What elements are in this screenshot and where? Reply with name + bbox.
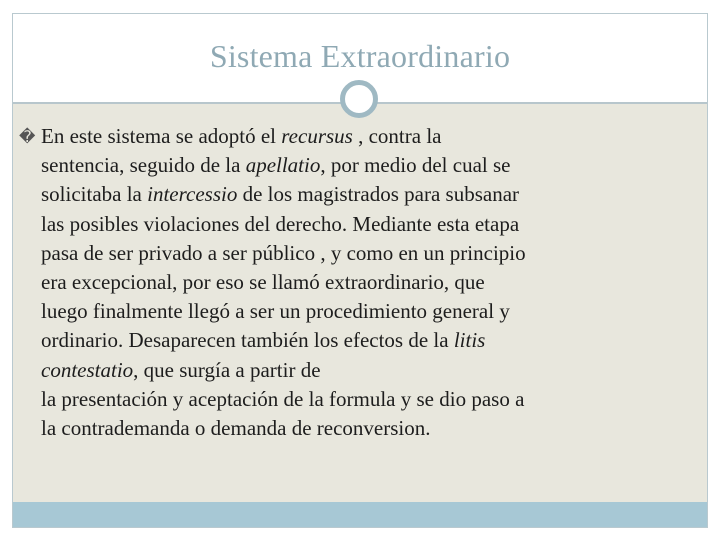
slide-title: Sistema Extraordinario [209,38,511,74]
italic-term: intercessio [147,182,238,207]
paragraph-line [19,210,689,239]
text-run: pasa de ser privado a ser público , y como en un principio [41,240,526,265]
text-run: luego finalmente llegó a ser un procedimiento general y [41,299,510,324]
italic-term: recursus [281,124,353,148]
italic-term: litis [453,328,486,353]
bullet-icon: � [19,127,36,146]
paragraph-line [19,180,689,209]
text-run: era excepcional, por eso se llamó extraordinario, que [41,270,485,295]
bottom-bar [13,502,707,527]
paragraph-line [19,326,689,355]
paragraph-line [19,297,689,326]
text-run: solicitaba la [41,182,148,207]
text-run: la contrademanda o demanda de reconversion. [41,416,431,441]
text-run: En este sistema se adoptó el [41,124,282,148]
paragraph-line [19,151,689,180]
paragraph-line [19,268,689,297]
text-run: , por medio del cual se [320,153,511,178]
circle-ornament-icon [340,80,378,118]
paragraph-line [19,356,689,385]
text-run: de los magistrados para subsanar [237,182,520,207]
paragraph-line [19,385,689,414]
paragraph-line [19,239,689,268]
paragraph-line [19,122,689,151]
text-run: las posibles violaciones del derecho. Mediante esta etapa [41,211,520,236]
text-run: la presentación y aceptación de la formula y se dio paso a [41,386,525,411]
italic-term: apellatio [245,153,321,178]
text-run: , contra la [352,124,442,148]
text-run: ordinario. Desaparecen también los efectos de la [41,328,454,353]
paragraph-line [19,414,689,443]
body-text [19,122,689,443]
text-run: , que surgía a partir de [133,357,321,382]
italic-term: contestatio [41,357,134,382]
text-run: sentencia, seguido de la [41,153,246,178]
